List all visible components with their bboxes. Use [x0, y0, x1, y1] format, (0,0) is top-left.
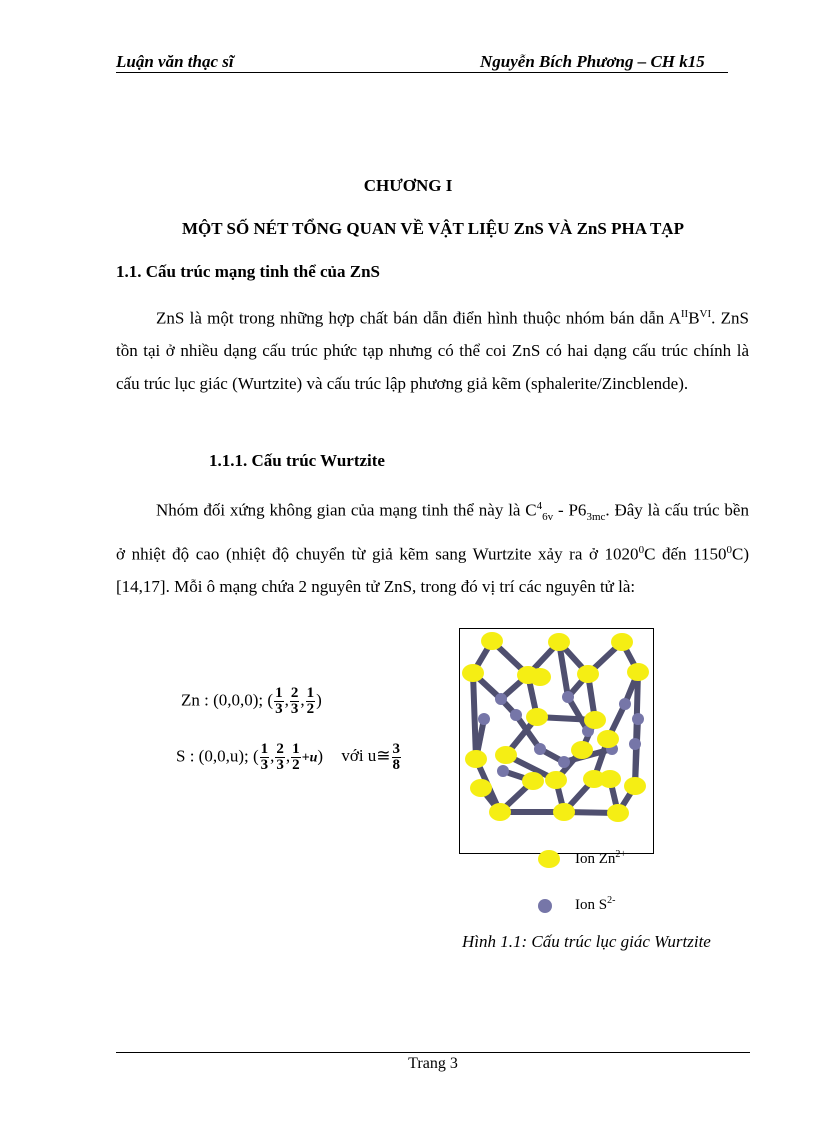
zn-ion-atom	[526, 708, 548, 726]
with-u: với u≅	[341, 746, 391, 766]
fraction	[260, 742, 270, 773]
zn-ion-atom	[583, 770, 605, 788]
fraction	[290, 686, 300, 717]
formula-zn	[181, 686, 322, 717]
sep: ,	[285, 746, 291, 766]
chapter-title: CHƯƠNG I	[363, 176, 453, 195]
close-paren: )	[316, 690, 322, 710]
frac-den: 3	[290, 701, 299, 717]
zn-ion-atom	[584, 711, 606, 729]
s-ion-atom	[629, 738, 641, 750]
zn-ion-atom	[627, 663, 649, 681]
frac-den: 2	[292, 757, 300, 773]
close-paren: )	[317, 746, 324, 766]
frac-den: 3	[275, 701, 283, 717]
s-ion-swatch	[537, 894, 565, 916]
header-left: Luận văn thạc sĩ	[116, 52, 234, 71]
subsection-heading: 1.1.1. Cấu trúc Wurtzite	[209, 451, 385, 470]
zn-ion-atom	[624, 777, 646, 795]
legend-zn	[537, 848, 626, 870]
zn-ion-atom	[577, 665, 599, 683]
p2-text-e: C) [14,17]. Mỗi ô mạng chứa 2 nguyên tử ZnS, trong đó vị trí các nguyên tử là:	[116, 544, 749, 597]
frac-num: 1	[275, 685, 283, 701]
s-ion-atom	[495, 693, 507, 705]
paragraph-2	[116, 490, 749, 604]
s-prefix: S : (0,0,u); (	[176, 746, 259, 766]
page-number: Trang 3	[408, 1055, 458, 1072]
zn-prefix: Zn : (0,0,0); (	[181, 690, 274, 710]
paragraph-1	[116, 298, 749, 401]
legend-s-label: Ion $S^{2-}$	[575, 894, 616, 913]
zn-ion-atom	[522, 772, 544, 790]
bond-line	[635, 719, 638, 786]
zn-ion-atom	[495, 746, 517, 764]
p2-text-d: C đến 1150	[644, 544, 727, 564]
s-ion-atom	[619, 698, 631, 710]
p2-sup-c: 0	[638, 543, 645, 556]
sep: ,	[300, 690, 305, 710]
figure-caption: Hình 1.1: Cấu trúc lục giác Wurtzite	[462, 932, 711, 951]
s-ion-atom	[478, 713, 490, 725]
sep: ,	[284, 690, 289, 710]
p2-sub-b: 3mc	[586, 511, 606, 524]
s-ion-atom	[510, 709, 522, 721]
frac-num: 1	[260, 741, 269, 757]
zn-ion-atom	[611, 633, 633, 651]
p2-text-a: Nhóm đối xứng không gian của mạng tinh thể này là C	[156, 500, 537, 520]
zn-ion-atom	[571, 741, 593, 759]
p2-text-b: - P6	[553, 500, 587, 520]
zn-ion-atom	[470, 779, 492, 797]
s-ion-atom	[497, 765, 509, 777]
p1-sup-b: VI	[699, 308, 712, 320]
zn-ion-atom	[465, 750, 487, 768]
s-ion-atom	[562, 691, 574, 703]
zn-ion-atom	[607, 804, 629, 822]
p2-sub-a: 6v	[542, 511, 554, 524]
section-heading: 1.1. Cấu trúc mạng tinh thể của ZnS	[116, 262, 381, 281]
s-ion-atom	[632, 713, 644, 725]
frac-num: 1	[292, 741, 300, 757]
wurtzite-structure-image	[460, 629, 653, 853]
legend-s	[537, 894, 615, 916]
p1-text-c: . ZnS tồn tại ở nhiều dạng cấu trúc phức tạp nhưng có thể coi ZnS có hai dạng cấu trúc chính là cấu trúc lục giác (Wurtzite) và cấu trúc lập phương giả kẽm (sphalerite/Zincblende).	[116, 308, 749, 394]
formula-s	[176, 742, 402, 773]
s-ion-atom	[558, 756, 570, 768]
zn-ion-atom	[481, 632, 503, 650]
zn-ion-atom	[489, 803, 511, 821]
fraction	[275, 742, 285, 773]
header-right: Nguyễn Bích Phương – CH k15	[480, 52, 705, 71]
p2-sup-a: 4	[536, 500, 543, 512]
frac-num: 3	[392, 741, 401, 757]
s-ion-atom	[534, 743, 546, 755]
legend-zn-label: Ion $Zn^{2+}$	[575, 848, 627, 867]
zn-ion-atom	[545, 771, 567, 789]
p1-text-b: B	[688, 308, 700, 328]
sep: ,	[270, 746, 275, 766]
p2-text-c: . Đây là cấu trúc bền ở nhiệt độ cao (nhiệt độ chuyển từ giả kẽm sang Wurtzite xảy ra ở 1020	[116, 500, 749, 564]
zn-ion-atom	[548, 633, 570, 651]
frac-num: 2	[276, 741, 284, 757]
frac-den: 3	[276, 757, 284, 773]
plus-u: +u	[301, 750, 318, 766]
footer-rule	[116, 1052, 750, 1053]
frac-num: 1	[306, 685, 315, 701]
zn-ion-atom	[529, 668, 551, 686]
zn-ion-swatch	[537, 848, 565, 870]
frac-den: 2	[306, 701, 315, 717]
wurtzite-figure	[459, 628, 654, 854]
header-rule	[116, 72, 728, 73]
zn-ion-atom	[462, 664, 484, 682]
zn-ion-atom	[553, 803, 575, 821]
fraction	[291, 742, 301, 773]
frac-num: 2	[290, 685, 299, 701]
fraction	[392, 742, 402, 773]
p2-sup-d: 0	[726, 543, 732, 556]
fraction	[306, 686, 316, 717]
frac-den: 8	[392, 757, 401, 773]
p1-sup-a: II	[680, 308, 689, 320]
chapter-subtitle: MỘT SỐ NÉT TỔNG QUAN VỀ VẬT LIỆU ZnS VÀ ZnS PHA TẠP	[182, 219, 684, 238]
p1-text-a: ZnS là một trong những hợp chất bán dẫn điển hình thuộc nhóm bán dẫn A	[156, 308, 681, 328]
zn-ion-atom	[597, 730, 619, 748]
fraction	[274, 686, 284, 717]
frac-den: 3	[260, 757, 269, 773]
